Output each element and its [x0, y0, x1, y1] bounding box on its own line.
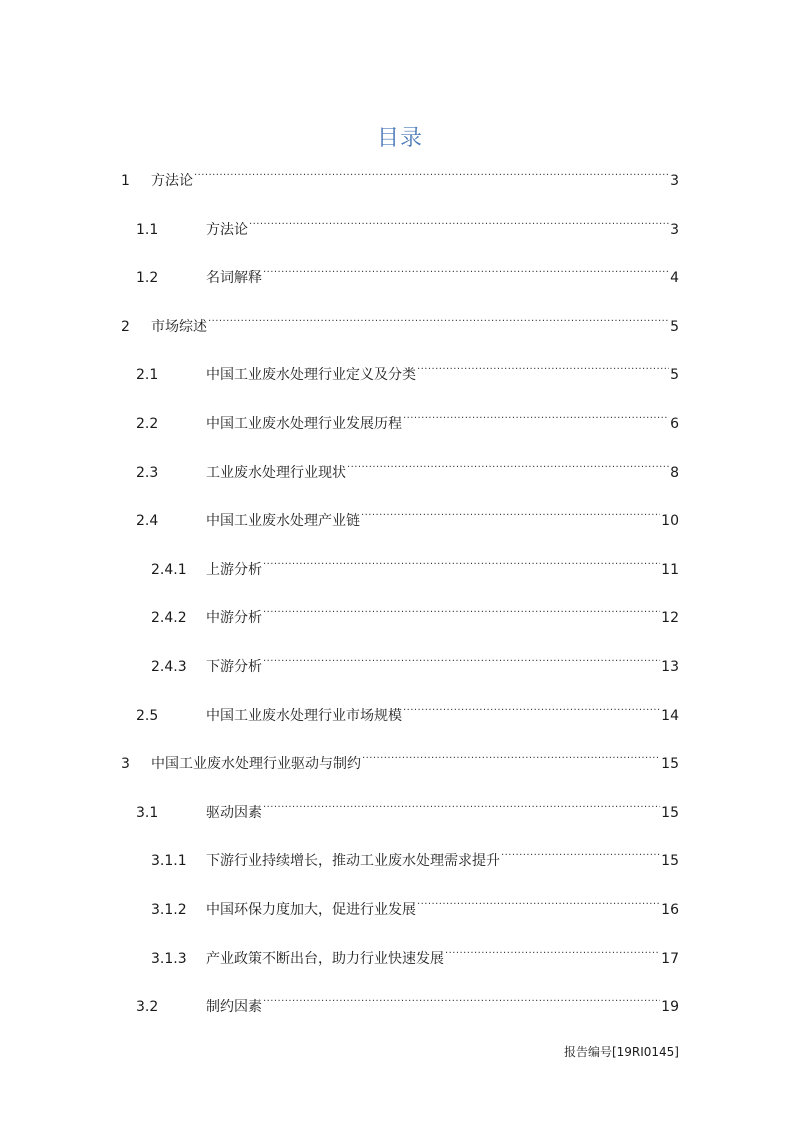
toc-entry-title: 中国环保力度加大，促进行业发展	[206, 902, 416, 918]
toc-dot-leader	[417, 896, 660, 924]
toc-dot-leader	[263, 556, 660, 584]
toc-entry-number: 2.4.1	[151, 561, 187, 578]
toc-entry[interactable]	[0, 556, 800, 584]
page-title: 目录	[376, 126, 423, 151]
toc-dot-leader	[263, 604, 660, 632]
toc-dot-leader	[263, 653, 660, 681]
toc-entry[interactable]	[0, 459, 800, 487]
toc-entry-number: 1.2	[136, 270, 159, 287]
toc-entry[interactable]	[0, 847, 800, 875]
toc-entry-title: 上游分析	[206, 561, 262, 578]
toc-entry-number: 2.3	[136, 464, 159, 481]
toc-entry-number: 2.4.2	[151, 610, 187, 627]
toc-entry-title: 中国工业废水处理行业定义及分类	[206, 367, 416, 384]
toc-entry-title: 工业废水处理行业现状	[206, 464, 346, 481]
toc-entry-page: 4	[670, 270, 679, 287]
toc-entry-title: 市场综述	[151, 318, 207, 335]
toc-dot-leader	[361, 507, 660, 535]
toc-entry[interactable]	[0, 750, 800, 778]
toc-entry-number: 2.2	[136, 416, 159, 432]
toc-dot-leader	[263, 799, 660, 827]
toc-entry-number: 2	[121, 318, 130, 335]
toc-entry-number: 3.1.1	[151, 853, 187, 870]
toc-entry-page: 16	[661, 902, 679, 918]
toc-entry-title: 方法论	[151, 173, 193, 189]
toc-entry[interactable]	[0, 361, 800, 389]
toc-entry-title: 中国工业废水处理行业市场规模	[206, 707, 402, 724]
toc-entry-number: 2.4	[136, 513, 159, 530]
toc-entry[interactable]	[0, 799, 800, 827]
toc-entry[interactable]	[0, 410, 800, 438]
toc-entry-page: 15	[661, 756, 679, 773]
toc-entry-title: 名词解释	[206, 270, 262, 287]
toc-dot-leader	[501, 847, 660, 875]
toc-entry-page: 14	[661, 707, 679, 724]
toc-entry-title: 下游行业持续增长，推动工业废水处理需求提升	[206, 853, 500, 870]
toc-dot-leader	[194, 167, 669, 195]
toc-entry-title: 中游分析	[206, 610, 262, 627]
toc-entry[interactable]	[0, 702, 800, 730]
toc-entry-page: 12	[661, 610, 679, 627]
toc-entry-page: 15	[661, 804, 679, 821]
toc-entry-title: 方法论	[206, 221, 248, 238]
toc-entry-title: 中国工业废水处理行业发展历程	[206, 416, 402, 432]
toc-entry-title: 中国工业废水处理产业链	[206, 513, 360, 530]
toc-entry-page: 13	[661, 659, 679, 675]
toc-entry[interactable]	[0, 604, 800, 632]
toc-dot-leader	[445, 945, 660, 973]
toc-entry-number: 3.1.2	[151, 902, 187, 918]
toc-entry-number: 2.5	[136, 707, 159, 724]
toc-dot-leader	[403, 702, 660, 730]
toc-entry-title: 驱动因素	[206, 804, 262, 821]
toc-dot-leader	[263, 264, 669, 292]
toc-entry-page: 11	[661, 561, 679, 578]
toc-entry[interactable]	[0, 945, 800, 973]
toc-entry-title: 下游分析	[206, 659, 262, 675]
toc-entry[interactable]	[0, 167, 800, 195]
toc-dot-leader	[417, 361, 669, 389]
toc-entry-page: 19	[661, 999, 679, 1016]
toc-entry-number: 1.1	[136, 221, 159, 238]
toc-entry[interactable]	[0, 993, 800, 1021]
toc-dot-leader	[347, 459, 669, 487]
toc-dot-leader	[362, 750, 660, 778]
toc-entry-page: 10	[661, 513, 679, 530]
toc-entry[interactable]	[0, 313, 800, 341]
toc-entry-page: 3	[670, 173, 679, 189]
report-id: 报告编号[19RI0145]	[563, 1045, 679, 1059]
toc-entry[interactable]	[0, 507, 800, 535]
toc-entry[interactable]	[0, 653, 800, 681]
toc-entry-page: 17	[661, 950, 679, 967]
toc-dot-leader	[208, 313, 669, 341]
toc-entry-number: 1	[121, 173, 130, 189]
toc-entry[interactable]	[0, 896, 800, 924]
toc-entry-page: 8	[670, 464, 679, 481]
toc-entry-title: 产业政策不断出台，助力行业快速发展	[206, 950, 444, 967]
toc-entry-page: 5	[670, 318, 679, 335]
toc-entry-page: 6	[670, 416, 679, 432]
toc-entry-number: 3.1.3	[151, 950, 187, 967]
toc-entry-number: 3	[121, 756, 130, 773]
toc-entry-number: 2.4.3	[151, 659, 187, 675]
toc-entry[interactable]	[0, 264, 800, 292]
toc-entry-page: 15	[661, 853, 679, 870]
toc-entry[interactable]	[0, 216, 800, 244]
toc-entry-title: 中国工业废水处理行业驱动与制约	[151, 756, 361, 773]
toc-entry-page: 5	[670, 367, 679, 384]
toc-entry-number: 3.1	[136, 804, 159, 821]
toc-entry-page: 3	[670, 221, 679, 238]
toc-entry-number: 3.2	[136, 999, 159, 1016]
toc-dot-leader	[263, 993, 660, 1021]
toc-entry-number: 2.1	[136, 367, 159, 384]
toc-dot-leader	[403, 410, 669, 438]
toc-entry-title: 制约因素	[206, 999, 262, 1016]
toc-dot-leader	[249, 216, 669, 244]
